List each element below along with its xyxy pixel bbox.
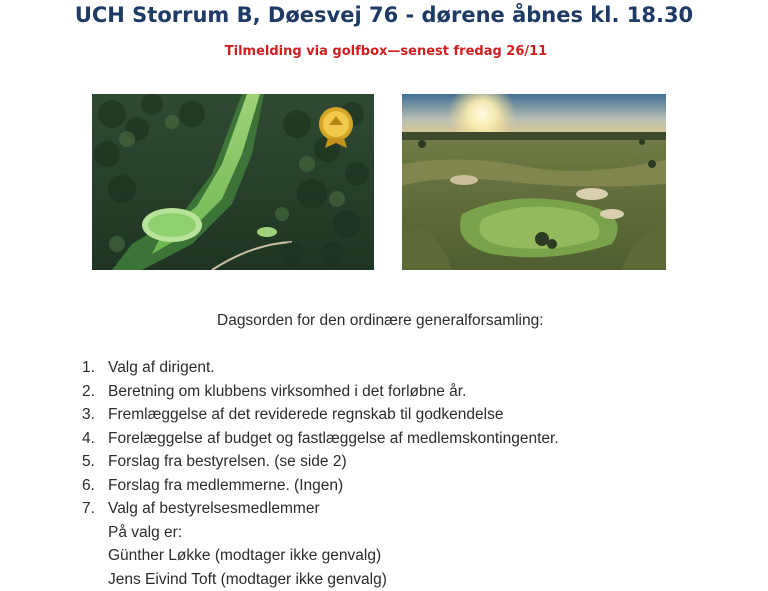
agenda-item-number: 3. bbox=[82, 403, 108, 427]
agenda-list bbox=[82, 356, 559, 591]
agenda-item-number: 5. bbox=[82, 450, 108, 474]
agenda-item-text: Fremlæggelse af det reviderede regnskab til godkendelse bbox=[108, 406, 503, 423]
election-intro: På valg er: bbox=[82, 521, 559, 545]
agenda-item bbox=[82, 450, 559, 474]
agenda-heading: Dagsorden for den ordinære generalforsamling: bbox=[217, 311, 544, 331]
agenda-item-text: Valg af dirigent. bbox=[108, 359, 215, 376]
agenda-item-text: Beretning om klubbens virksomhed i det forløbne år. bbox=[108, 383, 466, 400]
page-title: UCH Storrum B, Døesvej 76 - dørene åbnes kl. 18.30 bbox=[0, 0, 768, 30]
agenda-item-text: Forslag fra bestyrelsen. (se side 2) bbox=[108, 453, 347, 470]
agenda-item bbox=[82, 380, 559, 404]
agenda-item bbox=[82, 403, 559, 427]
links-course-sunset-photo bbox=[402, 94, 666, 270]
agenda-item-text: Valg af bestyrelsesmedlemmer bbox=[108, 500, 320, 517]
agenda-item-number: 7. bbox=[82, 497, 108, 521]
candidate-line: Günther Løkke (modtager ikke genvalg) bbox=[82, 544, 559, 568]
agenda-item bbox=[82, 497, 559, 521]
agenda-item bbox=[82, 427, 559, 451]
candidate-line: Jens Eivind Toft (modtager ikke genvalg) bbox=[82, 568, 559, 591]
agenda-item-number: 4. bbox=[82, 427, 108, 451]
agenda-item bbox=[82, 356, 559, 380]
agenda-item-number: 1. bbox=[82, 356, 108, 380]
agenda-item bbox=[82, 474, 559, 498]
agenda-item-text: Forelæggelse af budget og fastlæggelse af medlemskontingenter. bbox=[108, 430, 559, 447]
agenda-item-text: Forslag fra medlemmerne. (Ingen) bbox=[108, 477, 343, 494]
agenda-item-number: 6. bbox=[82, 474, 108, 498]
signup-notice: Tilmelding via golfbox—senest fredag 26/11 bbox=[0, 42, 768, 62]
golf-course-aerial-photo bbox=[92, 94, 374, 270]
agenda-item-number: 2. bbox=[82, 380, 108, 404]
